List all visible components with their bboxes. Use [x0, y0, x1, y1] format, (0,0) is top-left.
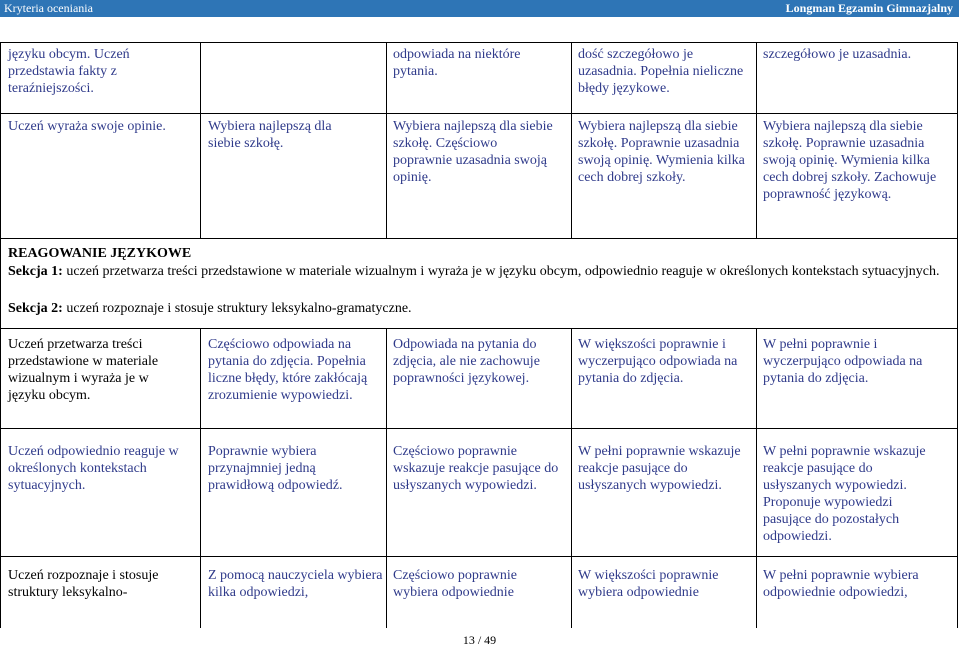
criteria-cell: W większości poprawnie i wyczerpująco odpowiada na pytania do zdjęcia.: [578, 337, 738, 386]
rule: [386, 42, 387, 238]
criteria-cell: Uczeń rozpoznaje i stosuje struktury leksykalno-: [8, 568, 159, 600]
rule: [0, 328, 1, 628]
rule: [0, 556, 958, 557]
rule: [571, 328, 572, 628]
section-2-label: Sekcja 2:: [8, 301, 63, 316]
criteria-cell: Z pomocą nauczyciela wybiera kilka odpowiedzi,: [208, 568, 383, 600]
criteria-cell: Odpowiada na pytania do zdjęcia, ale nie zachowuje poprawności językowej.: [393, 337, 540, 386]
rule: [756, 42, 757, 238]
header-left-title: Kryteria oceniania: [4, 1, 93, 15]
page-number: 13 / 49: [462, 633, 497, 647]
rule: [957, 238, 958, 328]
criteria-cell: Wybiera najlepszą dla siebie szkołę. Częściowo poprawnie uzasadnia swoją opinię.: [393, 119, 553, 185]
criteria-cell: Poprawnie wybiera przynajmniej jedną prawidłową odpowiedź.: [208, 444, 343, 493]
page-header: [0, 0, 959, 17]
rule: [0, 328, 958, 329]
rule: [0, 238, 1, 328]
criteria-cell: Uczeń przetwarza treści przedstawione w materiale wizualnym i wyraża je w języku obcym.: [8, 337, 159, 403]
criteria-cell: języku obcym. Uczeń przedstawia fakty z teraźniejszości.: [8, 47, 130, 96]
rule: [957, 42, 958, 238]
rule: [0, 42, 1, 238]
rule: [200, 328, 201, 628]
criteria-cell: szczegółowo je uzasadnia.: [763, 47, 912, 62]
section-1-desc: [8, 263, 948, 280]
section-title: [8, 245, 948, 262]
criteria-cell: W pełni poprawnie i wyczerpująco odpowiada na pytania do zdjęcia.: [763, 337, 923, 386]
rule: [386, 328, 387, 628]
criteria-cell: W pełni poprawnie wskazuje reakcje pasujące do usłyszanych wypowiedzi.: [578, 444, 741, 493]
criteria-cell: W większości poprawnie wybiera odpowiednie: [578, 568, 719, 600]
rule: [0, 238, 958, 239]
rule: [0, 428, 958, 429]
section-1-label: Sekcja 1:: [8, 264, 63, 279]
rule: [571, 42, 572, 238]
section-heading: REAGOWANIE JĘZYKOWE: [8, 246, 192, 261]
criteria-cell: W pełni poprawnie wybiera odpowiednie odpowiedzi,: [763, 568, 919, 600]
criteria-cell: dość szczegółowo je uzasadnia. Popełnia nieliczne błędy językowe.: [578, 47, 744, 96]
criteria-cell: odpowiada na niektóre pytania.: [393, 47, 521, 79]
criteria-cell: Wybiera najlepszą dla siebie szkołę. Poprawnie uzasadnia swoją opinię. Wymienia kilka cech dobrej szkoły.: [578, 119, 745, 185]
criteria-cell: Uczeń odpowiednio reaguje w określonych kontekstach sytuacyjnych.: [8, 444, 179, 493]
rule: [200, 42, 201, 238]
criteria-cell: Częściowo poprawnie wybiera odpowiednie: [393, 568, 518, 600]
criteria-cell: Wybiera najlepszą dla siebie szkołę. Poprawnie uzasadnia swoją opinię. Wymienia kilka cech dobrej szkoły. Zachowuje poprawność językową.: [763, 119, 937, 202]
criteria-cell: Wybiera najlepszą dla siebie szkołę.: [208, 119, 332, 151]
rule: [756, 328, 757, 628]
criteria-cell: Częściowo odpowiada na pytania do zdjęcia. Popełnia liczne błędy, które zakłócają zrozumienie wypowiedzi.: [208, 337, 368, 403]
criteria-cell: Częściowo poprawnie wskazuje reakcje pasujące do usłyszanych wypowiedzi.: [393, 444, 559, 493]
rule: [957, 328, 958, 628]
section-2-desc: [8, 300, 948, 317]
section-2-text: uczeń rozpoznaje i stosuje struktury leksykalno-gramatyczne.: [62, 301, 412, 316]
rule: [0, 42, 958, 43]
rule: [0, 113, 958, 114]
section-1-text: uczeń przetwarza treści przedstawione w materiale wizualnym i wyraża je w języku obcym, odpowiednio reaguje w określonych kontekstach sytuacyjnych.: [62, 264, 940, 279]
criteria-cell: Uczeń wyraża swoje opinie.: [8, 119, 166, 134]
header-right-title: Longman Egzamin Gimnazjalny: [785, 1, 953, 15]
criteria-cell: W pełni poprawnie wskazuje reakcje pasujące do usłyszanych wypowiedzi. Proponuje wypowiedzi pasujące do pozostałych odpowiedzi.: [763, 444, 926, 544]
